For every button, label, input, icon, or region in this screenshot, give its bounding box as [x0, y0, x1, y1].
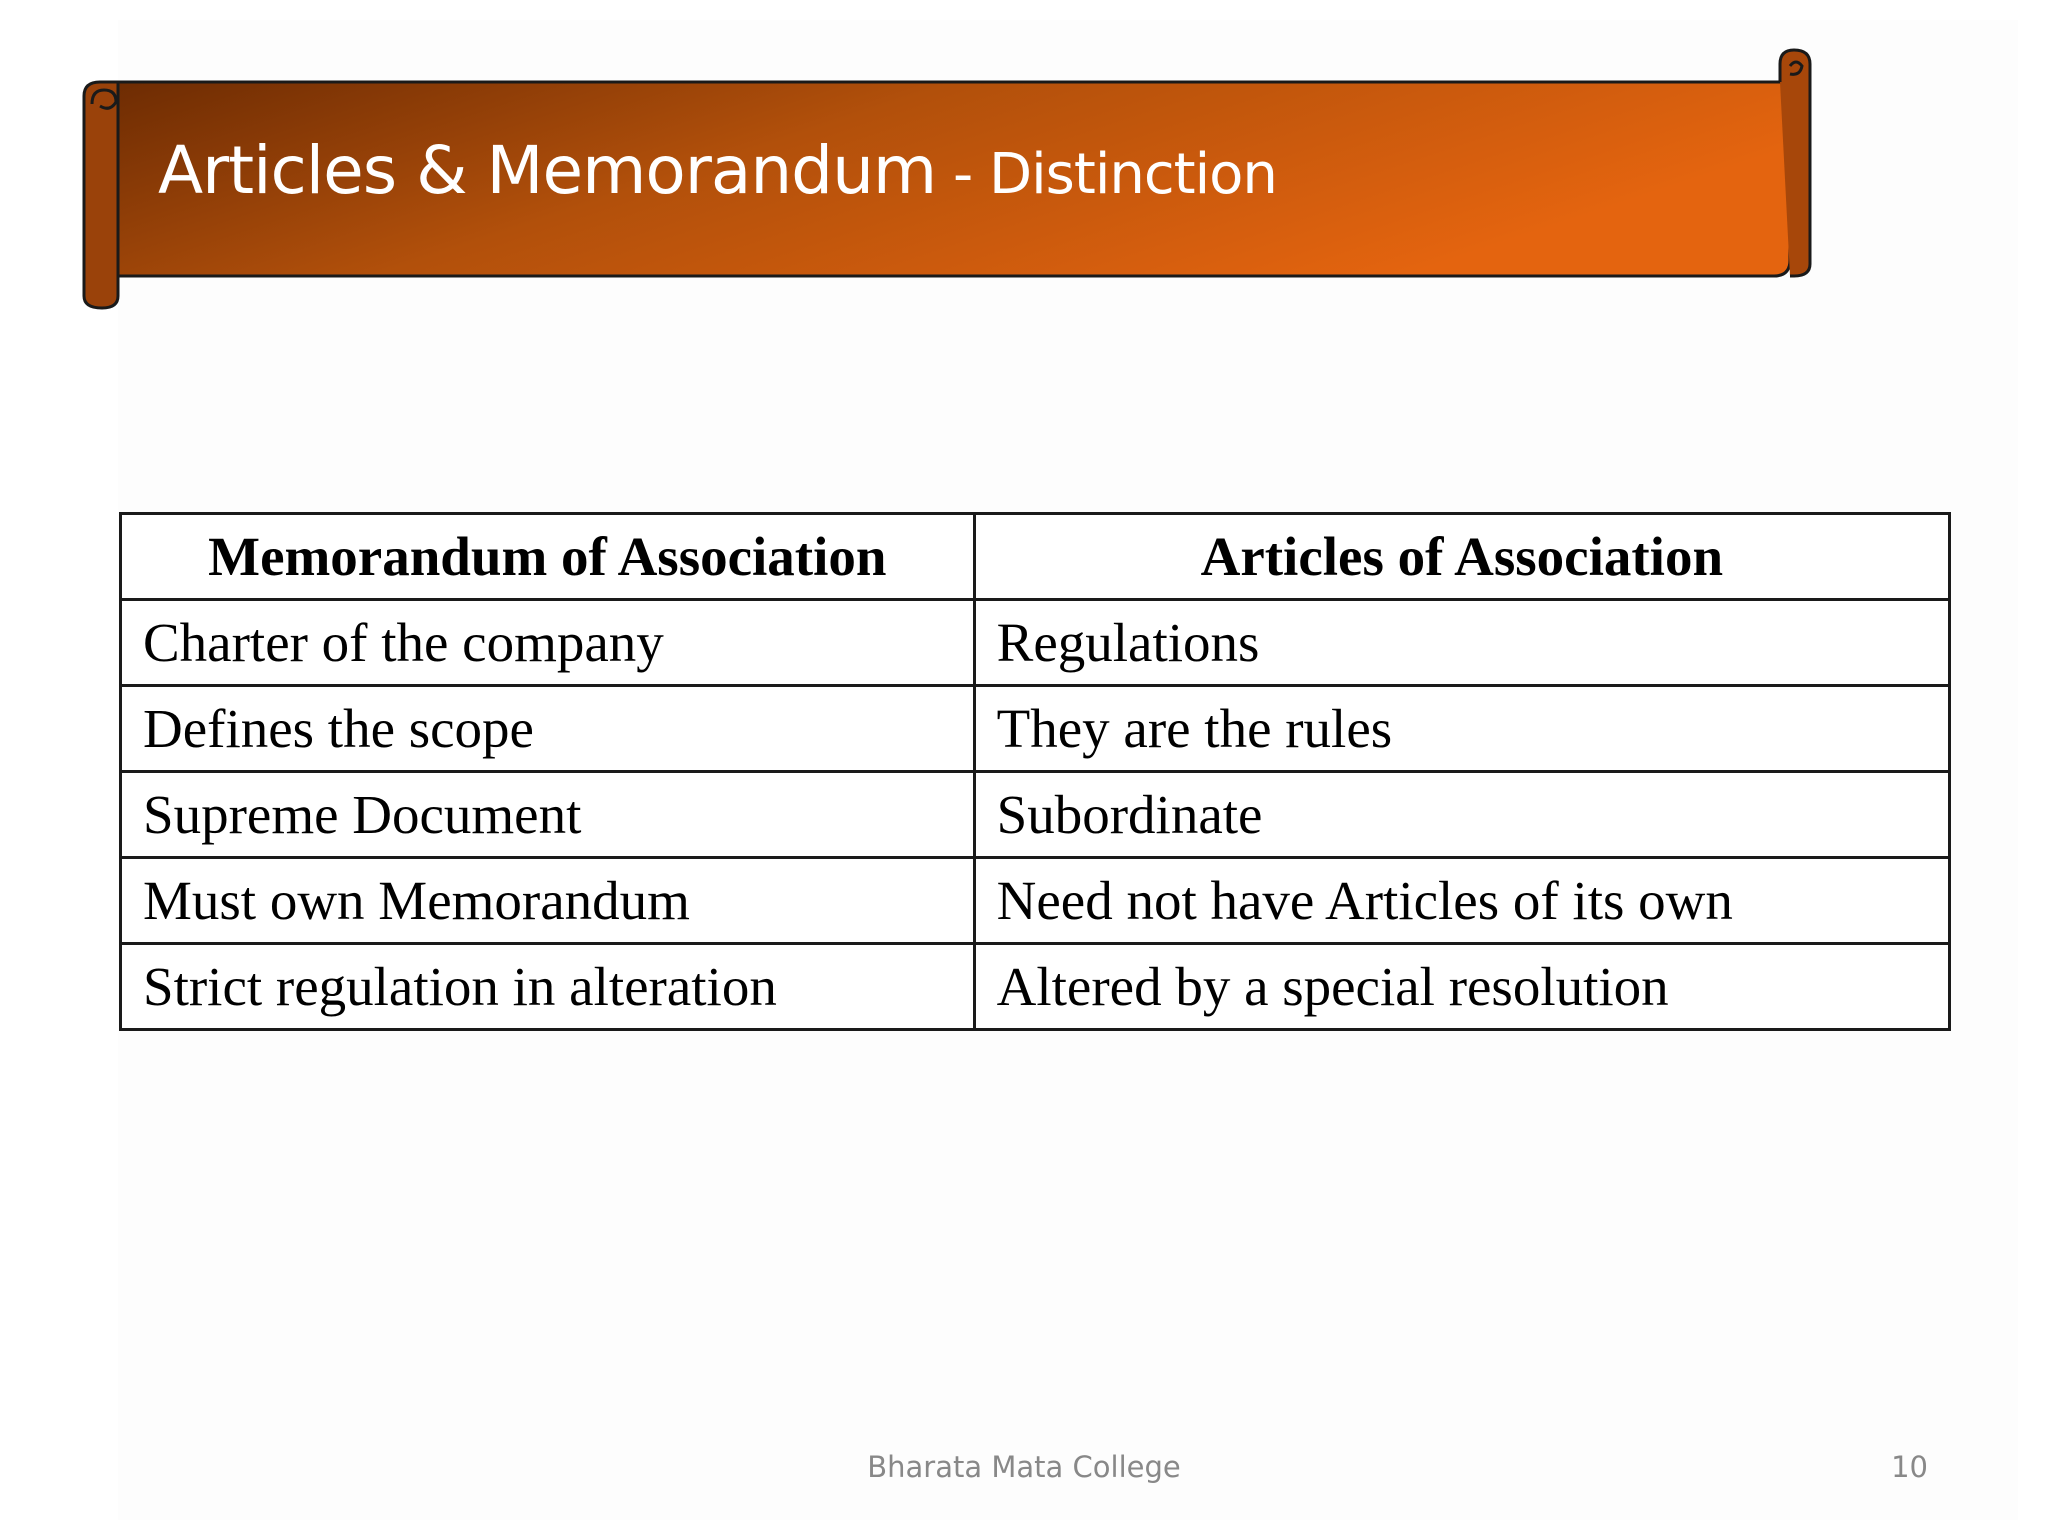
- memorandum-cell: Strict regulation in alteration: [121, 944, 975, 1030]
- articles-cell: Regulations: [974, 600, 1949, 686]
- articles-cell: Altered by a special resolution: [974, 944, 1949, 1030]
- header-articles: Articles of Association: [974, 514, 1949, 600]
- slide-page-number: 10: [1891, 1450, 1928, 1484]
- table-header-row: [121, 514, 1950, 600]
- memorandum-cell: Must own Memorandum: [121, 858, 975, 944]
- articles-cell: Need not have Articles of its own: [974, 858, 1949, 944]
- title-main: Articles & Memorandum: [158, 132, 937, 209]
- scroll-left-curl: [84, 82, 118, 308]
- memorandum-cell: Defines the scope: [121, 686, 975, 772]
- articles-cell: Subordinate: [974, 772, 1949, 858]
- table-row: [121, 944, 1950, 1030]
- footer-college-name: Bharata Mata College: [867, 1450, 1181, 1484]
- comparison-table: [119, 512, 1951, 1031]
- memorandum-cell: Supreme Document: [121, 772, 975, 858]
- table-row: [121, 858, 1950, 944]
- table-row: [121, 772, 1950, 858]
- slide-title: [158, 132, 1277, 209]
- memorandum-cell: Charter of the company: [121, 600, 975, 686]
- title-sub: Distinction: [989, 142, 1277, 207]
- title-separator: -: [936, 142, 989, 207]
- articles-cell: They are the rules: [974, 686, 1949, 772]
- header-memorandum: Memorandum of Association: [121, 514, 975, 600]
- table-row: [121, 600, 1950, 686]
- table-row: [121, 686, 1950, 772]
